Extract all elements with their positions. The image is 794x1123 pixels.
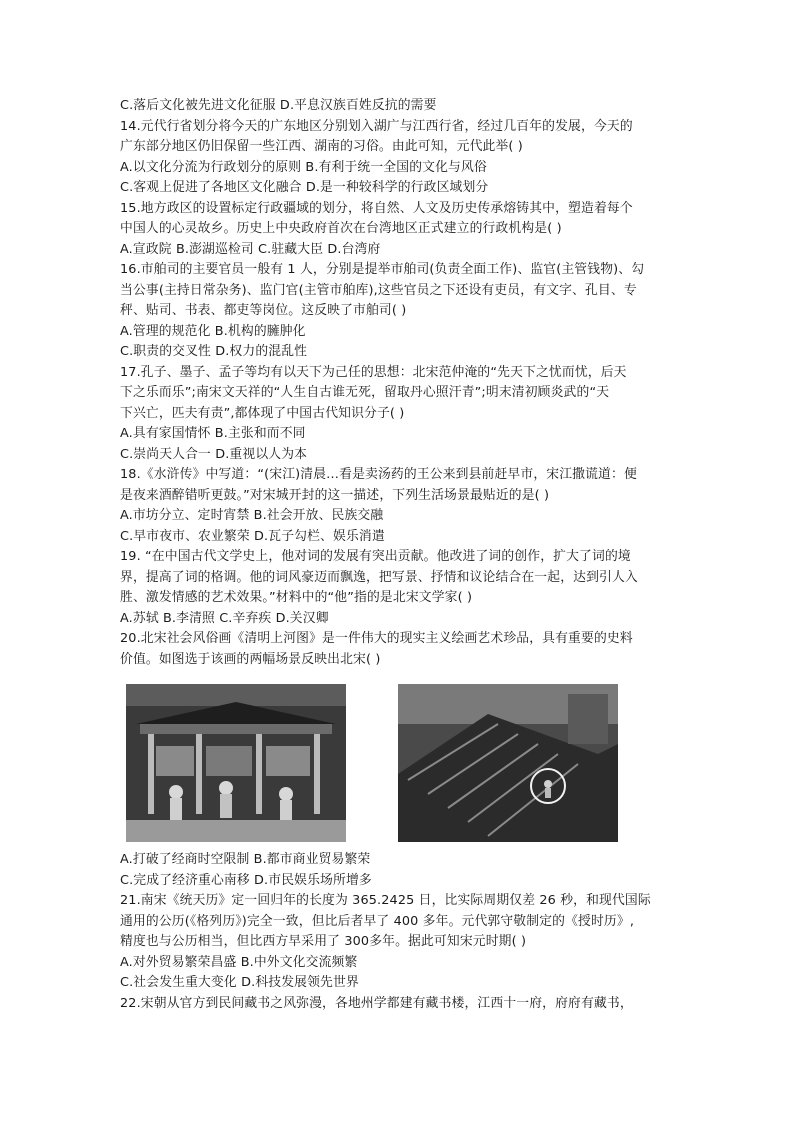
text-line: C.客观上促进了各地区文化融合 D.是一种较科学的行政区域划分 <box>120 180 489 195</box>
text-line: 下兴亡，匹夫有责”,都体现了中国古代知识分子( ) <box>120 405 405 421</box>
text-line: C.社会发生重大变化 D.科技发展领先世界 <box>120 975 359 990</box>
text-line: 精度也与公历相当，但比西方早采用了 300多年。据此可知宋元时期( ) <box>120 934 527 949</box>
text-line: C.崇尚天人合一 D.重视以人为本 <box>120 446 308 462</box>
text-line: A.管理的规范化 B.机构的臃肿化 <box>120 323 306 339</box>
text-line: A.对外贸易繁荣昌盛 B.中外文化交流频繁 <box>120 954 358 970</box>
painting-scene-right <box>398 684 618 842</box>
question-text-bottom <box>120 850 684 1014</box>
text-line: 是夜来酒醉错听更鼓。”对宋城开封的这一描述，下列生活场景最贴近的是( ) <box>120 487 550 503</box>
text-line: 14.元代行省划分将今天的广东地区分别划入湖广与江西行省，经过几百年的发展，今天的 <box>120 118 633 134</box>
text-line: A.打破了经商时空限制 B.都市商业贸易繁荣 <box>120 852 371 867</box>
text-line: A.宣政院 B.澎湖巡检司 C.驻藏大臣 D.台湾府 <box>120 241 381 257</box>
text-line: C.早市夜市、农业繁荣 D.瓦子勾栏、娱乐消遣 <box>120 528 385 544</box>
text-line: 秤、贴司、书表、都吏等岗位。这反映了市舶司( ) <box>120 303 407 318</box>
text-line: A.具有家国情怀 B.主张和而不同 <box>120 426 306 441</box>
text-line: A.苏轼 B.李清照 C.辛弃疾 D.关汉卿 <box>120 610 329 626</box>
painting-scene-left <box>126 684 346 842</box>
text-line: C.完成了经济重心南移 D.市民娱乐场所增多 <box>120 872 372 888</box>
text-line: C.落后文化被先进文化征服 D.平息汉族百姓反抗的需要 <box>120 98 437 113</box>
text-line: 中国人的心灵故乡。历史上中央政府首次在台湾地区正式建立的行政机构是( ) <box>120 221 562 236</box>
question-text-top <box>120 96 684 670</box>
text-line: 下之乐而乐”;南宋文天祥的“人生自古谁无死，留取丹心照汗青”;明末清初顾炎武的“天 <box>120 385 610 400</box>
text-line: 19. “在中国古代文学史上，他对词的发展有突出贡献。他改进了词的创作，扩大了词的境 <box>120 549 631 564</box>
text-line: 21.南宋《统天历》定一回归年的长度为 365.2425 日，比实际周期仅差 26 秒，和现代国际 <box>120 893 651 908</box>
text-line: 界，提高了词的格调。他的词风豪迈而飘逸，把写景、抒情和议论结合在一起，达到引人入 <box>120 569 638 585</box>
text-line: 17.孔子、墨子、孟子等均有以天下为己任的思想：北宋范仲淹的“先天下之忧而忧，后天 <box>120 364 627 380</box>
text-line: 价值。如图选于该画的两幅场景反映出北宋( ) <box>120 651 381 667</box>
text-line: 通用的公历(《格列历》)完全一致，但比后者早了 400 多年。元代郭守敬制定的《授时历》, <box>120 913 635 929</box>
text-line: 22.宋朝从官方到民间藏书之风弥漫，各地州学都建有藏书楼，江西十一府，府府有藏书， <box>120 995 633 1011</box>
text-line: 20.北宋社会风俗画《清明上河图》是一件伟大的现实主义绘画艺术珍品，具有重要的史料 <box>120 631 633 646</box>
text-line: 16.市舶司的主要官员一般有 1 人，分别是提举市舶司(负责全面工作)、监官(主管钱物)、勾 <box>120 262 645 277</box>
text-line: C.职责的交叉性 D.权力的混乱性 <box>120 344 308 359</box>
text-line: A.市坊分立、定时宵禁 B.社会开放、民族交融 <box>120 508 384 523</box>
text-line: 18.《水浒传》中写道：“(宋江)清晨…看是卖汤药的王公来到县前赶早市，宋江撒谎道：便 <box>120 467 637 482</box>
text-line: 广东部分地区仍旧保留一些江西、湖南的习俗。由此可知，元代此举( ) <box>120 139 523 154</box>
painting-images <box>126 684 684 844</box>
text-line: 15.地方政区的设置标定行政疆域的划分，将自然、人文及历史传承熔铸其中，塑造着每个 <box>120 200 633 216</box>
text-line: A.以文化分流为行政划分的原则 B.有利于统一全国的文化与风俗 <box>120 159 487 175</box>
text-line: 胜、激发情感的艺术效果。”材料中的“他”指的是北宋文学家( ) <box>120 590 473 605</box>
text-line: 当公事(主持日常杂务)、监门官(主管市舶库),这些官员之下还设有吏员，有文字、孔目、专 <box>120 282 637 298</box>
